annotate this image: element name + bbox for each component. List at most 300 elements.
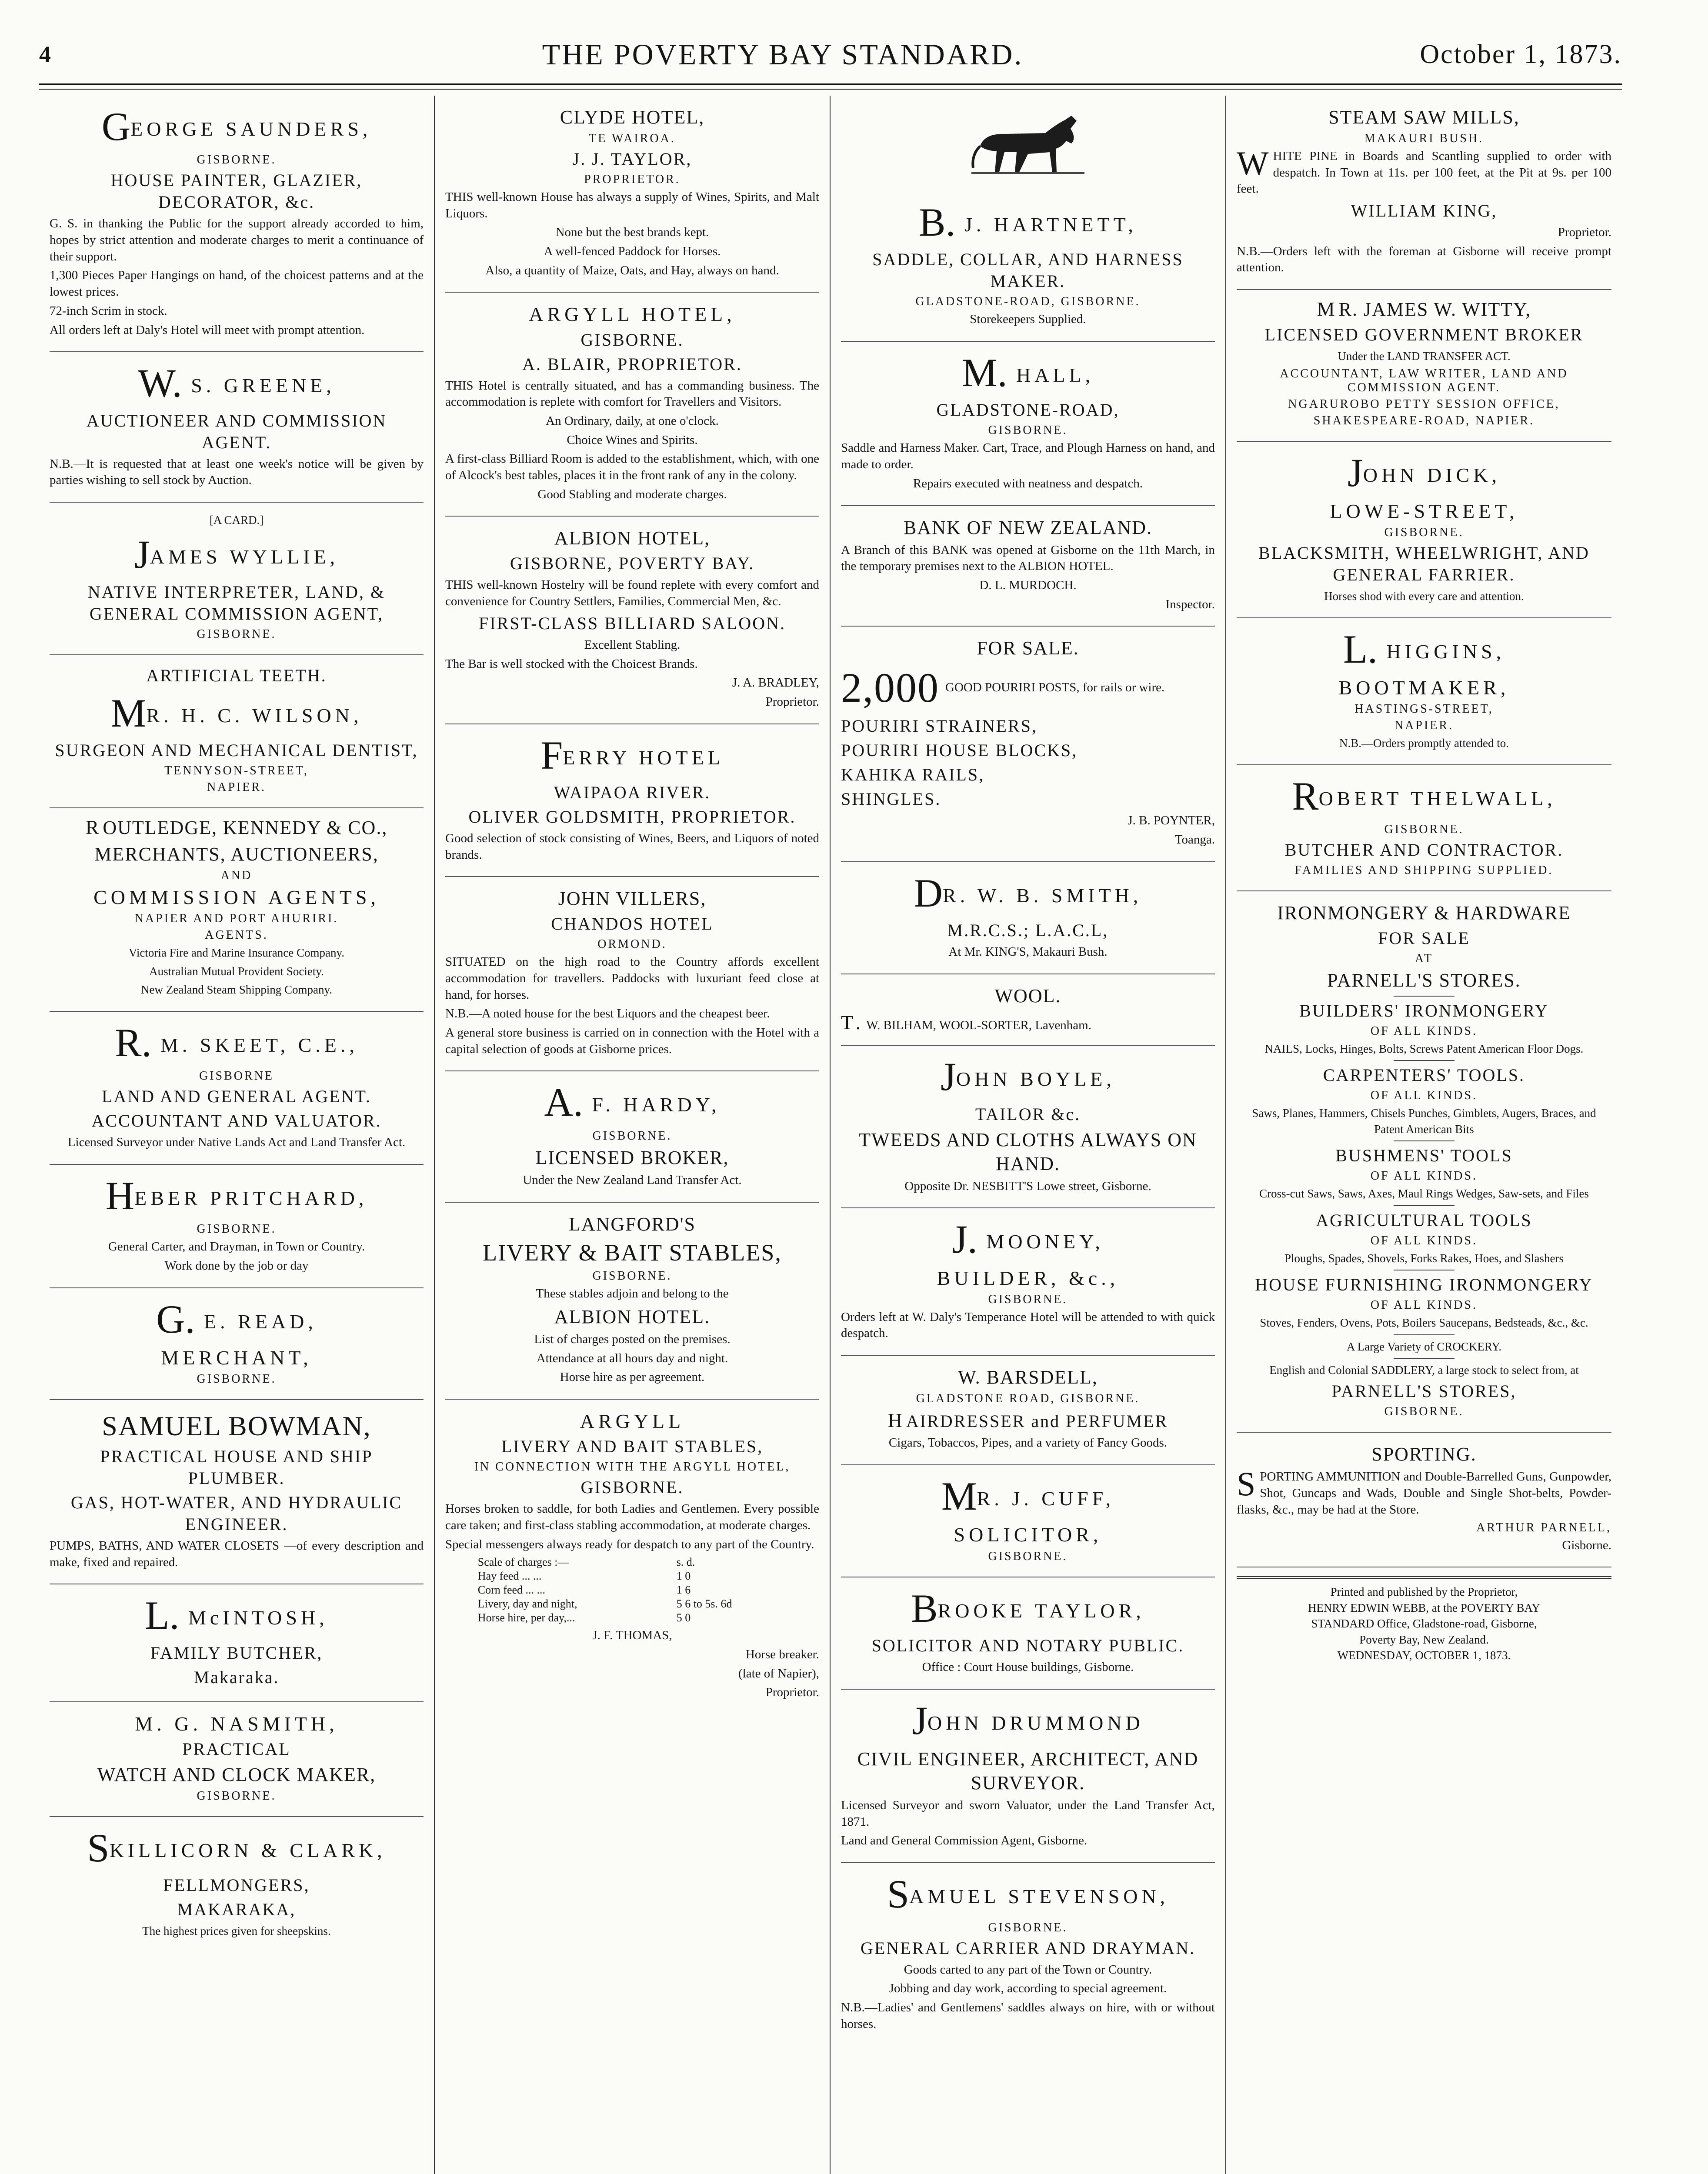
column-1 xyxy=(39,96,435,2174)
masthead-rule xyxy=(39,83,1622,90)
table-row xyxy=(475,1597,789,1611)
printer-imprint xyxy=(1237,1576,1611,1663)
ad-trade: BUTCHER AND CONTRACTOR. xyxy=(1284,840,1564,860)
ad-office: NGARUROBO PETTY SESSION OFFICE, xyxy=(1288,397,1560,411)
ad-read xyxy=(50,1288,424,1400)
sale-item: KAHIKA RAILS, xyxy=(841,765,985,785)
ad-hotel: CHANDOS HOTEL xyxy=(551,914,714,934)
ad-text: A general store business is carried on in connection with the Hotel with a capital selection of goods at Gisborne prices. xyxy=(445,1026,819,1056)
ad-address: HASTINGS-STREET, xyxy=(1354,702,1494,716)
ad-title: ROBERT THELWALL, xyxy=(1292,774,1556,818)
ad-mooney xyxy=(841,1208,1215,1356)
ad-trade: BLACKSMITH, WHEELWRIGHT, AND GENERAL FARRIER. xyxy=(1258,543,1590,585)
ad-title: ROUTLEDGE, KENNEDY & CO., xyxy=(85,816,388,839)
charges-table xyxy=(475,1555,789,1625)
ad-role: Horse breaker. xyxy=(745,1647,819,1662)
ad-text: Also, a quantity of Maize, Oats, and Hay, always on hand. xyxy=(485,263,779,277)
ad-hartnett xyxy=(841,96,1215,342)
ad-trade: LICENSED GOVERNMENT BROKER xyxy=(1264,325,1584,345)
ad-place: GISBORNE xyxy=(199,1069,274,1083)
table-cell: Hay feed ... ... xyxy=(477,1570,542,1583)
ad-dick xyxy=(1237,442,1611,618)
ad-title: JOHN VILLERS, xyxy=(558,888,707,910)
ad-kinds: OF ALL KINDS. xyxy=(1370,1298,1478,1312)
ad-for-sale xyxy=(841,627,1215,862)
ad-trade: MERCHANTS, AUCTIONEERS, xyxy=(94,844,379,865)
ad-trade: HOUSE PAINTER, GLAZIER, DECORATOR, &c. xyxy=(110,170,363,212)
ad-title: SPORTING. xyxy=(1371,1444,1477,1465)
ad-text: Land and General Commission Agent, Gisborne. xyxy=(841,1834,1088,1848)
ad-greene xyxy=(50,352,424,503)
ad-smith xyxy=(841,862,1215,974)
ad-cuff xyxy=(841,1465,1215,1577)
ad-text: Office : Court House buildings, Gisborne. xyxy=(922,1660,1134,1674)
ad-text: Attendance at all hours day and night. xyxy=(536,1351,728,1365)
ad-owner: J. J. TAYLOR, xyxy=(572,149,692,169)
ad-title: W. BARSDELL, xyxy=(958,1367,1098,1388)
ad-routledge xyxy=(50,808,424,1012)
ad-section: AGRICULTURAL TOOLS xyxy=(1316,1210,1532,1230)
ad-title: WOOL. xyxy=(994,985,1061,1007)
ad-mcintosh xyxy=(50,1584,424,1702)
ad-witty xyxy=(1237,290,1611,441)
ad-owner: A. BLAIR, PROPRIETOR. xyxy=(522,354,742,374)
ad-address: GLADSTONE ROAD, GISBORNE. xyxy=(916,1392,1140,1406)
ad-text: Excellent Stabling. xyxy=(584,637,681,652)
ad-quals: M.R.C.S.; L.A.C.L, xyxy=(947,920,1109,940)
ad-place: NAPIER AND PORT AHURIRI. xyxy=(134,912,339,926)
ad-text: Good Stabling and moderate charges. xyxy=(537,487,727,501)
ad-trade: MERCHANT, xyxy=(161,1346,312,1369)
ad-place: GISBORNE. xyxy=(580,330,684,350)
ad-kinds: OF ALL KINDS. xyxy=(1370,1089,1478,1103)
imprint-line: WEDNESDAY, OCTOBER 1, 1873. xyxy=(1337,1648,1511,1662)
ad-text: G. S. in thanking the Public for the support already accorded to him, hopes by strict attention and moderate charges to merit a continuance of their support. xyxy=(50,217,424,263)
ad-address: GLADSTONE-ROAD, xyxy=(936,400,1120,420)
ad-thelwall xyxy=(1237,765,1611,891)
table-cell: 1 6 xyxy=(676,1584,691,1597)
ad-title: ARGYLL HOTEL, xyxy=(529,303,736,326)
ad-text: N.B.—Orders left with the foreman at Gisborne will receive prompt attention. xyxy=(1237,244,1611,275)
table-row xyxy=(475,1569,789,1583)
ad-text: Orders left at W. Daly's Temperance Hotel will be attended to with quick despatch. xyxy=(841,1310,1215,1340)
ad-argyll-stables xyxy=(445,1400,819,1714)
ad-title: MR. H. C. WILSON, xyxy=(110,690,363,735)
ad-text: Horse hire as per agreement. xyxy=(560,1370,705,1384)
ad-text: Stoves, Fenders, Ovens, Pots, Boilers Saucepans, Bedsteads, &c., &c. xyxy=(1260,1316,1588,1330)
ad-title: MR. J. CUFF, xyxy=(941,1474,1115,1519)
ad-text: At Mr. KING'S, Makauri Bush. xyxy=(948,945,1108,959)
ad-text: WHITE PINE in Boards and Scantling supplied to order with despatch. In Town at 11s. per 100 feet, at the Pit at 9s. per 100 feet. xyxy=(1237,144,1611,196)
ad-place: GISBORNE. xyxy=(592,1269,672,1283)
table-cell: 5 0 xyxy=(676,1611,691,1624)
ad-text: PUMPS, BATHS, AND WATER CLOSETS —of every description and make, fixed and repaired. xyxy=(50,1538,424,1569)
ad-title: JAMES WYLLIE, xyxy=(134,532,339,577)
divider xyxy=(1394,1358,1454,1359)
ad-role: (late of Napier), xyxy=(738,1666,819,1681)
ad-title: FERRY HOTEL xyxy=(540,733,724,777)
ad-role: Proprietor. xyxy=(765,694,819,709)
ad-text: Jobbing and day work, according to special agreement. xyxy=(889,1981,1167,1996)
ad-owner: J. B. POYNTER, xyxy=(1128,814,1215,828)
ad-place: GISBORNE. xyxy=(197,1789,277,1803)
ad-text: Under the LAND TRANSFER ACT. xyxy=(1338,350,1511,363)
ad-address: GLADSTONE-ROAD, GISBORNE. xyxy=(915,295,1141,309)
ad-trade: GAS, HOT-WATER, AND HYDRAULIC ENGINEER. xyxy=(70,1492,403,1534)
column-2 xyxy=(435,96,831,2174)
ad-agent: Victoria Fire and Marine Insurance Company. xyxy=(129,946,344,960)
ad-text: Horses shod with every care and attention. xyxy=(1324,590,1524,603)
imprint-line: Printed and published by the Proprietor, xyxy=(1330,1585,1518,1599)
drop-cap: W xyxy=(1237,144,1269,182)
ad-stores: PARNELL'S STORES, xyxy=(1331,1381,1517,1401)
ad-nasmith xyxy=(50,1702,424,1817)
divider xyxy=(1394,1205,1454,1206)
ad-initial: T. xyxy=(841,1011,865,1034)
ad-place: TE WAIROA. xyxy=(589,132,676,145)
ad-section: CARPENTERS' TOOLS. xyxy=(1323,1065,1525,1085)
ad-skeet xyxy=(50,1012,424,1165)
ad-albion-hotel xyxy=(445,517,819,724)
column-4 xyxy=(1226,96,1622,2174)
ad-title: SAMUEL BOWMAN, xyxy=(102,1410,371,1442)
ad-place: GISBORNE. xyxy=(197,627,277,641)
ad-owner: J. A. BRADLEY, xyxy=(732,676,819,690)
ad-trade: SOLICITOR AND NOTARY PUBLIC. xyxy=(871,1635,1184,1655)
ad-title: B. J. HARTNETT, xyxy=(919,200,1137,244)
ad-title: JOHN BOYLE, xyxy=(941,1054,1115,1099)
ad-wool xyxy=(841,974,1215,1046)
ad-text: GOOD POURIRI POSTS, for rails or wire. xyxy=(945,680,1165,695)
table-cell: 5 6 to 5s. 6d xyxy=(676,1597,732,1610)
column-3 xyxy=(831,96,1226,2174)
ad-trade: LAND AND GENERAL AGENT. xyxy=(101,1087,372,1107)
ad-role: Proprietor. xyxy=(765,1685,819,1700)
ad-title: ARGYLL xyxy=(580,1410,685,1433)
ad-trade: BUILDER, &c., xyxy=(937,1267,1119,1289)
ad-text: W. BILHAM, WOOL-SORTER, Lavenham. xyxy=(866,1018,1091,1032)
ad-wilson xyxy=(50,655,424,808)
ad-title: L. HIGGINS, xyxy=(1343,627,1505,671)
ad-role: PROPRIETOR. xyxy=(584,173,681,186)
ad-place: GISBORNE. xyxy=(988,1292,1068,1306)
ad-saunders xyxy=(50,96,424,352)
ad-place: GISBORNE. xyxy=(988,423,1068,437)
divider xyxy=(1394,1334,1454,1335)
ad-text: Ploughs, Spades, Shovels, Forks Rakes, Hoes, and Slashers xyxy=(1284,1251,1564,1265)
ad-place: GISBORNE. xyxy=(1384,1405,1464,1419)
ad-address: LOWE-STREET, xyxy=(1330,500,1518,522)
ad-title: SKILLICORN & CLARK, xyxy=(87,1825,386,1870)
ad-text: Repairs executed with neatness and despatch. xyxy=(913,476,1143,490)
divider xyxy=(1394,1060,1454,1061)
ad-text: None but the best brands kept. xyxy=(555,225,709,240)
ad-skillicorn xyxy=(50,1817,424,1952)
ad-place: Makaraka. xyxy=(193,1667,280,1687)
ad-agent: New Zealand Steam Shipping Company. xyxy=(141,983,332,997)
ad-trade: FAMILY BUTCHER, xyxy=(150,1643,323,1663)
sale-item: POURIRI HOUSE BLOCKS, xyxy=(841,740,1078,760)
ad-place: Toanga. xyxy=(1174,833,1215,847)
ad-title: G. E. READ, xyxy=(156,1297,317,1341)
ad-clyde-hotel xyxy=(445,96,819,293)
sale-quantity: 2,000 xyxy=(841,664,939,711)
table-header-row xyxy=(475,1555,789,1569)
issue-date: October 1, 1873. xyxy=(1420,39,1622,69)
ad-ferry-hotel xyxy=(445,724,819,877)
ad-text: A well-fenced Paddock for Horses. xyxy=(544,244,721,259)
ad-text: Cross-cut Saws, Saws, Axes, Maul Rings Wedges, Saw-sets, and Files xyxy=(1259,1187,1589,1200)
ad-bowman xyxy=(50,1400,424,1584)
ad-trade: LIVERY AND BAIT STABLES, xyxy=(501,1437,764,1457)
ad-trade: PRACTICAL HOUSE AND SHIP PLUMBER. xyxy=(100,1446,373,1488)
ad-text: Horses broken to saddle, for both Ladies and Gentlemen. Every possible care taken; and first-class stabling accommodation, at moderate charges. xyxy=(445,1502,819,1532)
ad-kinds: OF ALL KINDS. xyxy=(1370,1234,1478,1247)
ad-text: Choice Wines and Spirits. xyxy=(567,433,698,447)
ad-text: THIS well-known House has always a supply of Wines, Spirits, and Malt Liquors. xyxy=(445,190,819,220)
ad-trade: CIVIL ENGINEER, ARCHITECT, AND SURVEYOR. xyxy=(857,1748,1199,1794)
ad-title: HEBER PRITCHARD, xyxy=(105,1173,368,1218)
imprint-line: STANDARD Office, Gladstone-road, Gisborne, xyxy=(1311,1617,1537,1630)
ad-trade: AUCTIONEER AND COMMISSION AGENT. xyxy=(86,410,387,452)
ad-drummond xyxy=(841,1690,1215,1863)
ad-owner: D. L. MURDOCH. xyxy=(979,578,1077,592)
ad-text: The Bar is well stocked with the Choicest Brands. xyxy=(445,657,698,671)
ad-text: Under the New Zealand Land Transfer Act. xyxy=(523,1173,742,1187)
ad-trade: ACCOUNTANT AND VALUATOR. xyxy=(91,1111,382,1131)
ad-text: An Ordinary, daily, at one o'clock. xyxy=(546,414,719,428)
ad-text: SPORTING AMMUNITION and Double-Barrelled Guns, Gunpowder, Shot, Guncaps and Wads, Double and Single Shot-belts, Powder-flasks, &c., may be had at the Store. xyxy=(1237,1465,1611,1517)
ad-address: TENNYSON-STREET, xyxy=(164,764,309,778)
ad-title: L. McINTOSH, xyxy=(145,1593,328,1638)
ad-agents: AGENTS. xyxy=(205,928,268,942)
ad-stores: PARNELL'S STORES. xyxy=(1327,969,1521,991)
ad-owner: OLIVER GOLDSMITH, PROPRIETOR. xyxy=(468,807,796,827)
ad-title: GEORGE SAUNDERS, xyxy=(101,104,372,149)
ad-text: 1,300 Pieces Paper Hangings on hand, of the choicest patterns and at the lowest prices. xyxy=(50,268,424,299)
horse-illustration xyxy=(963,107,1093,194)
table-row xyxy=(475,1611,789,1625)
ad-trade: NATIVE INTERPRETER, LAND, & GENERAL COMMISSION AGENT, xyxy=(87,582,386,624)
ad-owner: WILLIAM KING, xyxy=(1351,201,1498,221)
ad-title: SAMUEL STEVENSON, xyxy=(887,1872,1169,1917)
ad-langford xyxy=(445,1203,819,1400)
ad-heading: ARTIFICIAL TEETH. xyxy=(146,665,327,685)
ad-text: SITUATED on the high road to the Country affords excellent accommodation for travellers. Paddocks with luxuriant feed close at hand, for horses. xyxy=(445,955,819,1002)
ad-text: THIS Hotel is centrally situated, and has a commanding business. The accommodation is replete with comfort for Travellers and Visitors. xyxy=(445,378,819,409)
ad-text: N.B.—Orders promptly attended to. xyxy=(1339,737,1509,750)
ad-text: Work done by the job or day xyxy=(164,1258,309,1273)
ad-title: BANK OF NEW ZEALAND. xyxy=(903,517,1153,538)
ad-town: NAPIER. xyxy=(207,780,267,794)
ad-sale: FOR SALE xyxy=(1378,928,1470,948)
drop-cap: S xyxy=(1237,1465,1256,1503)
ad-title: IRONMONGERY & HARDWARE xyxy=(1277,902,1571,924)
ad-trade: ACCOUNTANT, LAW WRITER, LAND AND COMMISSION AGENT. xyxy=(1280,367,1568,394)
ad-title: M. G. NASMITH, xyxy=(135,1712,338,1735)
ad-title: MR. JAMES W. WITTY, xyxy=(1317,298,1531,320)
ad-owner: ARTHUR PARNELL, xyxy=(1476,1520,1611,1534)
ad-text: A Large Variety of CROCKERY. xyxy=(1346,1340,1502,1353)
ad-place: GISBORNE. xyxy=(580,1477,684,1497)
ad-connection: IN CONNECTION WITH THE ARGYLL HOTEL, xyxy=(474,1460,791,1474)
ad-place: GISBORNE. xyxy=(988,1549,1068,1563)
ad-agent: Australian Mutual Provident Society. xyxy=(149,964,324,978)
ad-place: ORMOND. xyxy=(597,937,667,951)
masthead xyxy=(39,30,1622,78)
ad-trade: COMMISSION AGENTS, xyxy=(93,886,380,909)
ad-trade: TAILOR &c. xyxy=(975,1104,1081,1124)
ad-boyle xyxy=(841,1046,1215,1208)
divider xyxy=(1394,996,1454,997)
ad-text: N.B.—Ladies' and Gentlemens' saddles always on hire, with or without horses. xyxy=(841,2000,1215,2031)
table-cell: Corn feed ... ... xyxy=(477,1584,546,1597)
ad-place: MAKARAKA, xyxy=(177,1900,296,1920)
ad-title: STEAM SAW MILLS, xyxy=(1328,107,1520,128)
advert-columns xyxy=(39,96,1622,2174)
ad-title: M. HALL, xyxy=(961,350,1094,395)
ad-pritchard xyxy=(50,1165,424,1288)
divider xyxy=(1394,1140,1454,1141)
imprint-line: Poverty Bay, New Zealand. xyxy=(1359,1633,1489,1646)
ad-place: GISBORNE. xyxy=(592,1129,672,1143)
ad-text: Goods carted to any part of the Town or Country. xyxy=(904,1962,1152,1977)
ad-villers xyxy=(445,877,819,1071)
ad-title: CLYDE HOTEL, xyxy=(560,107,705,128)
imprint-line: HENRY EDWIN WEBB, at the POVERTY BAY xyxy=(1308,1601,1541,1614)
ad-title: R. M. SKEET, C.E., xyxy=(115,1020,358,1065)
ad-role: Proprietor. xyxy=(1558,225,1611,240)
ad-place: GISBORNE. xyxy=(197,1372,277,1386)
table-cell: Scale of charges :— xyxy=(477,1556,569,1569)
ad-text: Saddle and Harness Maker. Cart, Trace, and Plough Harness on hand, and made to order. xyxy=(841,441,1215,472)
ad-kinds: OF ALL KINDS. xyxy=(1370,1169,1478,1183)
ad-place: GISBORNE. xyxy=(197,153,277,167)
ad-text: FAMILIES AND SHIPPING SUPPLIED. xyxy=(1294,863,1554,877)
ad-text: All orders left at Daly's Hotel will meet with prompt attention. xyxy=(50,323,365,337)
ad-and: AND xyxy=(220,869,253,883)
ad-at: AT xyxy=(1414,951,1434,965)
ad-address: SHAKESPEARE-ROAD, NAPIER. xyxy=(1313,413,1535,427)
ad-text: Storekeepers Supplied. xyxy=(970,312,1086,327)
ad-title: W. S. GREENE, xyxy=(138,361,335,406)
ad-text: Opposite Dr. NESBITT'S Lowe street, Gisborne. xyxy=(904,1179,1151,1193)
ad-argyll-hotel xyxy=(445,293,819,517)
ad-section: BUILDERS' IRONMONGERY xyxy=(1299,1000,1549,1020)
ad-kinds: OF ALL KINDS. xyxy=(1370,1024,1478,1038)
ad-hotel: ALBION HOTEL. xyxy=(554,1306,711,1328)
ad-card: [A CARD.] xyxy=(209,513,264,527)
ad-text: Licensed Surveyor and sworn Valuator, under the Land Transfer Act, 1871. xyxy=(841,1798,1215,1829)
ad-text: General Carter, and Drayman, in Town or Country. xyxy=(108,1240,365,1254)
ad-bank xyxy=(841,506,1215,627)
ad-title: BROOKE TAYLOR, xyxy=(911,1586,1145,1630)
ad-brooke-taylor xyxy=(841,1577,1215,1690)
ad-place: Gisborne. xyxy=(1562,1538,1611,1552)
table-cell: s. d. xyxy=(676,1556,695,1569)
ad-place: GISBORNE. xyxy=(988,1921,1068,1934)
table-cell: Horse hire, per day,... xyxy=(477,1611,575,1624)
ad-title: ALBION HOTEL, xyxy=(554,527,711,549)
ad-trade: TWEEDS AND CLOTHS ALWAYS ON HAND. xyxy=(859,1129,1197,1174)
sale-item: SHINGLES. xyxy=(841,789,941,809)
table-cell: 1 0 xyxy=(676,1570,691,1583)
ad-trade: LICENSED BROKER, xyxy=(535,1147,729,1168)
ad-text: A first-class Billiard Room is added to the establishment, which, with one of Alcock's best tables, places it in the front rank of any in the colony. xyxy=(445,452,819,483)
ad-barsdell xyxy=(841,1356,1215,1465)
page-number: 4 xyxy=(39,41,52,67)
ad-trade: SADDLE, COLLAR, AND HARNESS MAKER. xyxy=(872,250,1184,291)
sale-item: POURIRI STRAINERS, xyxy=(841,716,1037,736)
ad-text: Saws, Planes, Hammers, Chisels Punches, Gimblets, Augers, Braces, and Patent American Bits xyxy=(1252,1107,1596,1136)
ad-title: LANGFORD'S xyxy=(569,1213,696,1235)
ad-trade: SOLICITOR, xyxy=(954,1524,1102,1546)
ad-text: The highest prices given for sheepskins. xyxy=(142,1924,331,1938)
ad-place: GISBORNE. xyxy=(197,1222,277,1236)
ad-text: Good selection of stock consisting of Wines, Beers, and Liquors of noted brands. xyxy=(445,831,819,862)
ad-text: NAILS, Locks, Hinges, Bolts, Screws Patent American Floor Dogs. xyxy=(1264,1042,1584,1055)
ad-text: N.B.—A noted house for the best Liquors and the cheapest beer. xyxy=(445,1007,770,1021)
ad-text: These stables adjoin and belong to the xyxy=(536,1287,729,1301)
ad-text: Licensed Surveyor under Native Lands Act and Land Transfer Act. xyxy=(67,1135,406,1150)
ad-title: J. MOONEY, xyxy=(952,1217,1104,1262)
ad-place: MAKAURI BUSH. xyxy=(1364,132,1484,145)
ad-trade: HAIRDRESSER and PERFUMER xyxy=(887,1409,1168,1432)
ad-title: DR. W. B. SMITH, xyxy=(914,870,1142,915)
ad-text: 72-inch Scrim in stock. xyxy=(50,303,167,318)
ad-hardy xyxy=(445,1071,819,1202)
ad-place: GISBORNE. xyxy=(1384,822,1464,836)
ad-trade: WATCH AND CLOCK MAKER, xyxy=(97,1764,376,1785)
ad-text: N.B.—It is requested that at least one week's notice will be given by parties wishing to sell stock by Auction. xyxy=(50,457,424,487)
ad-place: WAIPAOA RIVER. xyxy=(554,782,711,802)
ad-trade: FELLMONGERS, xyxy=(163,1875,310,1895)
newspaper-title: THE POVERTY BAY STANDARD. xyxy=(542,37,1024,71)
ad-town: NAPIER. xyxy=(1394,719,1454,733)
ad-steam-saw-mills xyxy=(1237,96,1611,290)
ad-role: Inspector. xyxy=(1165,597,1215,611)
ad-text: A Branch of this BANK was opened at Gisborne on the 11th March, in the temporary premises next to the ALBION HOTEL. xyxy=(841,543,1215,574)
ad-text: Special messengers always ready for despatch to any part of the Country. xyxy=(445,1537,814,1551)
ad-sporting xyxy=(1237,1433,1611,1567)
ad-place: GISBORNE. xyxy=(1384,526,1464,540)
table-cell: Livery, day and night, xyxy=(477,1597,577,1610)
ad-owner: J. F. THOMAS, xyxy=(592,1628,672,1643)
ad-text: FIRST-CLASS BILLIARD SALOON. xyxy=(479,613,786,633)
ad-trade: PRACTICAL xyxy=(182,1739,291,1759)
ad-trade: BOOTMAKER, xyxy=(1338,676,1510,699)
table-row xyxy=(475,1583,789,1597)
ad-trade: LIVERY & BAIT STABLES, xyxy=(483,1239,782,1266)
ad-title: JOHN DICK, xyxy=(1348,450,1501,495)
ad-title: A. F. HARDY, xyxy=(544,1080,721,1125)
ad-text: THIS well-known Hostelry will be found replete with every comfort and convenience for Country Settlers, Families, Commercial Men, &c. xyxy=(445,578,819,609)
ad-trade: SURGEON AND MECHANICAL DENTIST, xyxy=(55,740,418,760)
ad-text: English and Colonial SADDLERY, a large stock to select from, at xyxy=(1269,1364,1579,1377)
ad-title: JOHN DRUMMOND xyxy=(912,1698,1144,1743)
ad-text: Cigars, Tobaccos, Pipes, and a variety of Fancy Goods. xyxy=(888,1436,1168,1450)
ad-hall xyxy=(841,342,1215,506)
ad-section: HOUSE FURNISHING IRONMONGERY xyxy=(1255,1275,1593,1295)
ad-wyllie xyxy=(50,503,424,655)
ad-section: BUSHMENS' TOOLS xyxy=(1335,1146,1513,1166)
ad-title: FOR SALE. xyxy=(977,637,1079,659)
ad-place: GISBORNE, POVERTY BAY. xyxy=(510,554,755,574)
ad-higgins xyxy=(1237,618,1611,765)
ad-stevenson xyxy=(841,1863,1215,2045)
ad-ironmongery xyxy=(1237,891,1611,1433)
ad-text: List of charges posted on the premises. xyxy=(534,1332,731,1347)
